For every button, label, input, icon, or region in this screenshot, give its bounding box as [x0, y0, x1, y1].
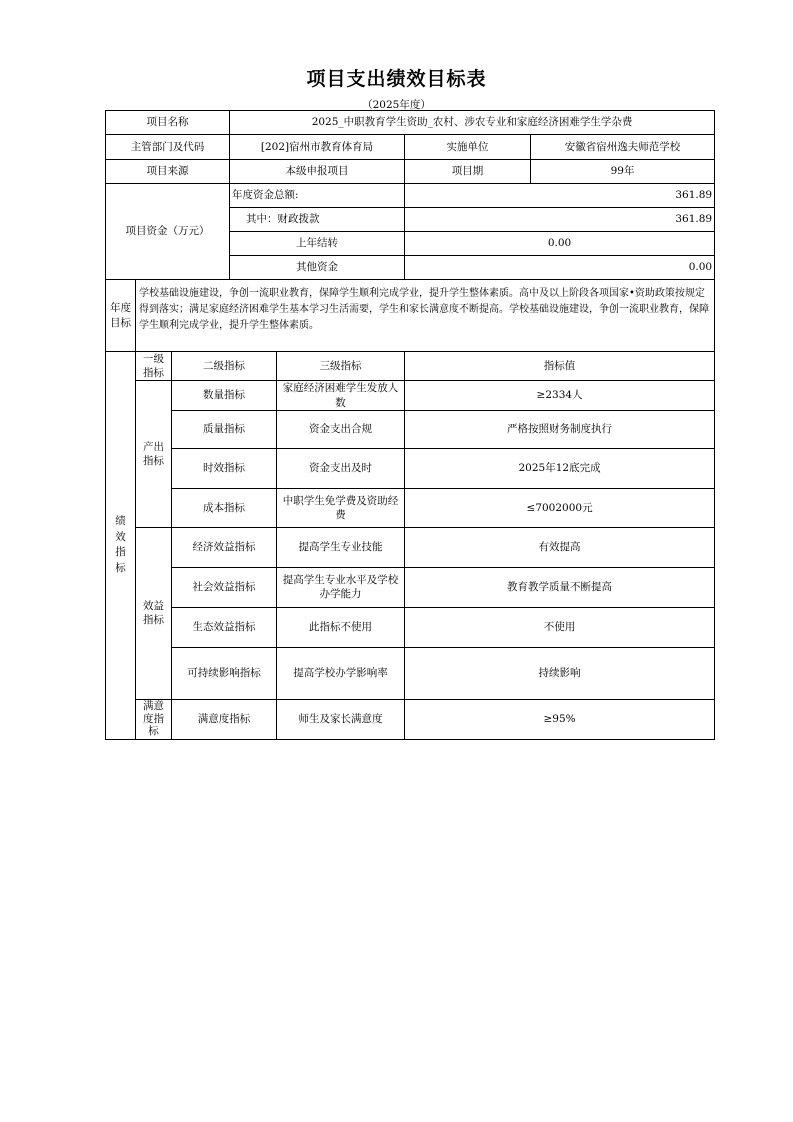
l3-cell: 资金支出及时 [277, 448, 405, 488]
l2-cell: 社会效益指标 [172, 567, 277, 607]
header-l1: 一级指标 [136, 352, 172, 381]
funds-other-value: 0.00 [405, 256, 715, 280]
value-cell: 2025年12底完成 [405, 448, 715, 488]
l3-cell: 师生及家长满意度 [277, 699, 405, 739]
dept-value: [202]宿州市教育体育局 [230, 135, 405, 160]
l3-cell: 提高学生专业技能 [277, 527, 405, 567]
l2-cell: 生态效益指标 [172, 607, 277, 647]
value-cell: 持续影响 [405, 647, 715, 699]
value-cell: 不使用 [405, 607, 715, 647]
year-label: （2025年度） [362, 99, 431, 111]
value-cell: 有效提高 [405, 527, 715, 567]
value-cell: 严格按照财务制度执行 [405, 410, 715, 448]
period-value: 99年 [531, 160, 715, 184]
funds-carry-label: 上年结转 [230, 232, 405, 256]
l2-cell: 满意度指标 [172, 699, 277, 739]
l3-cell: 此指标不使用 [277, 607, 405, 647]
l2-cell: 数量指标 [172, 381, 277, 410]
value-cell: ≥2334人 [405, 381, 715, 410]
project-name-value: 2025_中职教育学生资助_农村、涉农专业和家庭经济困难学生学杂费 [230, 111, 715, 135]
funds-total-value: 361.89 [405, 184, 715, 208]
l2-cell: 成本指标 [172, 488, 277, 527]
l2-cell: 经济效益指标 [172, 527, 277, 567]
satisfaction-label: 满意度指标 [136, 699, 172, 739]
benefit-label: 效益指标 [136, 527, 172, 699]
value-cell: 教育教学质量不断提高 [405, 567, 715, 607]
funds-total-label: 年度资金总额: [230, 184, 405, 208]
source-value: 本级申报项目 [230, 160, 405, 184]
l3-cell: 资金支出合规 [277, 410, 405, 448]
l2-cell: 质量指标 [172, 410, 277, 448]
goal-text: 学校基础设施建设，争创一流职业教育，保障学生顺利完成学业，提升学生整体素质。高中及以上阶段各项国家•资助政策按规定得到落实；满足家庭经济困难学生基本学习生活需要，学生和家长满意度不断提高。学校基础设施建设，争创一流职业教育，保障学生顺利完成学业，提升学生整体素质。 [136, 280, 715, 352]
header-l2: 二级指标 [172, 352, 277, 381]
funds-carry-value: 0.00 [405, 232, 715, 256]
l2-cell: 可持续影响指标 [172, 647, 277, 699]
perf-label: 绩效指标 [106, 352, 136, 740]
project-name-label: 项目名称 [106, 111, 230, 135]
dept-label: 主管部门及代码 [106, 135, 230, 160]
l3-cell: 提高学校办学影响率 [277, 647, 405, 699]
impl-label: 实施单位 [405, 135, 531, 160]
funds-fiscal-label: 其中：财政拨款 [230, 208, 405, 232]
l3-cell: 提高学生专业水平及学校办学能力 [277, 567, 405, 607]
page-title: 项目支出绩效目标表 [306, 68, 487, 90]
l2-cell: 时效指标 [172, 448, 277, 488]
impl-value: 安徽省宿州逸夫师范学校 [531, 135, 715, 160]
performance-goal-table [105, 110, 715, 740]
value-cell: ≥95% [405, 699, 715, 739]
header-value: 指标值 [405, 352, 715, 381]
value-cell: ≤7002000元 [405, 488, 715, 527]
source-label: 项目来源 [106, 160, 230, 184]
goal-label: 年度目标 [106, 280, 136, 352]
output-label: 产出指标 [136, 381, 172, 527]
funds-fiscal-value: 361.89 [405, 208, 715, 232]
l3-cell: 中职学生免学费及资助经费 [277, 488, 405, 527]
funds-other-label: 其他资金 [230, 256, 405, 280]
funds-label: 项目资金（万元） [106, 184, 230, 280]
header-l3: 三级指标 [277, 352, 405, 381]
l3-cell: 家庭经济困难学生发放人数 [277, 381, 405, 410]
period-label: 项目期 [405, 160, 531, 184]
